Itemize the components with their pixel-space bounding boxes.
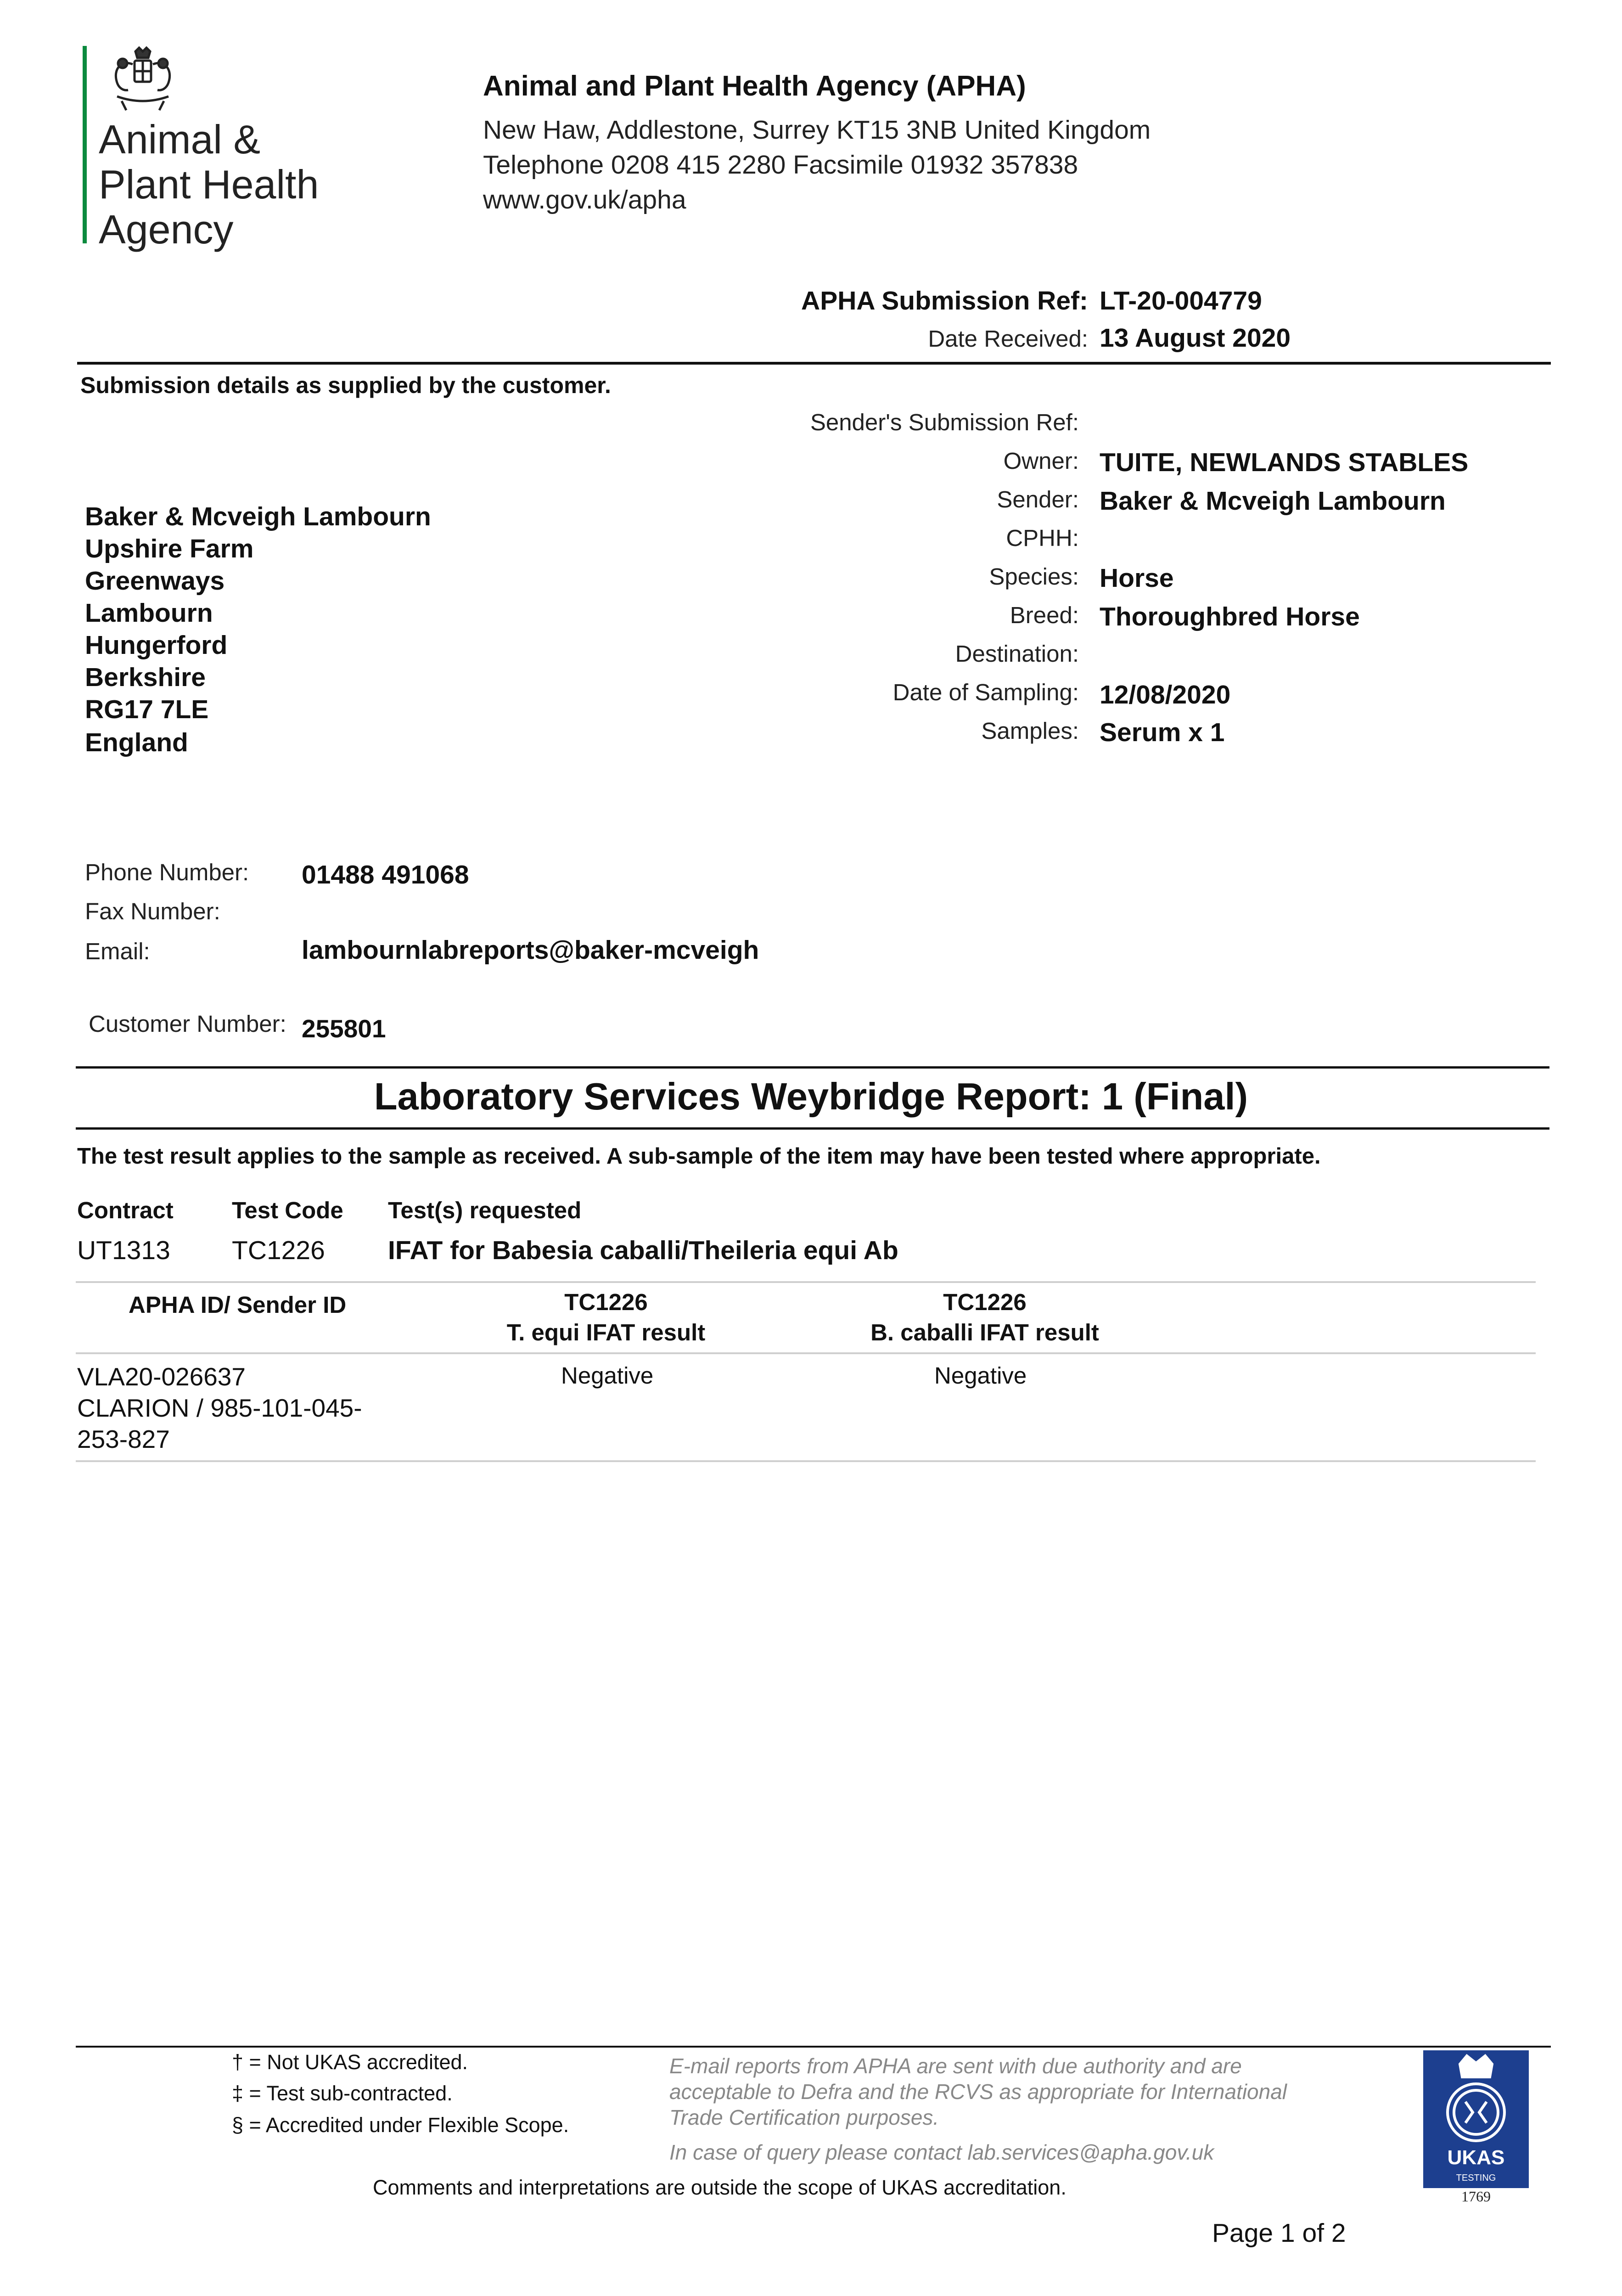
sender-id: 253-827: [77, 1425, 170, 1453]
report-top-rule: [76, 1066, 1549, 1069]
logo-line: Agency: [99, 207, 234, 252]
email-note-line: acceptable to Defra and the RCVS as appropriate for International: [669, 2080, 1287, 2104]
email-note-line: E-mail reports from APHA are sent with due authority and are: [669, 2054, 1242, 2078]
royal-coat-of-arms-icon: [99, 46, 186, 115]
field-label: CPHH:: [1006, 525, 1079, 551]
t-equi-result: Negative: [561, 1362, 654, 1389]
ukas-badge: [1423, 2050, 1529, 2206]
ukas-crown-icon: [1423, 2050, 1529, 2188]
legend-flexible-scope: § = Accredited under Flexible Scope.: [232, 2113, 569, 2137]
table-bottom-rule: [76, 1460, 1536, 1462]
date-received-label: Date Received:: [928, 326, 1088, 352]
email-label: Email:: [85, 938, 150, 964]
footer-rule: [76, 2046, 1551, 2048]
agency-phone-fax: Telephone 0208 415 2280 Facsimile 01932 357838: [483, 150, 1078, 180]
customer-number-value: 255801: [302, 1014, 386, 1043]
agency-address: New Haw, Addlestone, Surrey KT15 3NB United Kingdom: [483, 115, 1151, 145]
column-header-code: TC1226: [564, 1289, 648, 1315]
field-label: Breed:: [1010, 602, 1079, 628]
contract-value: UT1313: [77, 1236, 170, 1265]
report-disclaimer: The test result applies to the sample as received. A sub-sample of the item may have been tested where appropriate.: [77, 1144, 1321, 1169]
field-label: Samples:: [981, 718, 1079, 744]
field-label: Sender's Submission Ref:: [810, 409, 1079, 435]
legend-not-accredited: † = Not UKAS accredited.: [232, 2050, 468, 2074]
legend-sub-contracted: ‡ = Test sub-contracted.: [232, 2082, 453, 2105]
sender-id: CLARION / 985-101-045-: [77, 1394, 362, 1422]
ukas-label: UKAS: [1447, 2146, 1505, 2169]
sampling-date-value: 12/08/2020: [1100, 680, 1231, 709]
ukas-sub: TESTING: [1456, 2173, 1496, 2183]
header-divider: [77, 362, 1551, 365]
tests-requested-value: IFAT for Babesia caballi/Theileria equi Ab: [388, 1236, 898, 1265]
address-line: England: [85, 728, 188, 757]
address-line: Greenways: [85, 566, 225, 596]
report-title: Laboratory Services Weybridge Report: 1 (Final): [374, 1075, 1248, 1118]
tests-requested-header: Test(s) requested: [388, 1197, 582, 1223]
address-line: Berkshire: [85, 663, 206, 692]
table-top-rule: [76, 1281, 1536, 1283]
ukas-number: 1769: [1461, 2188, 1491, 2205]
submission-ref-label: APHA Submission Ref:: [801, 286, 1088, 315]
agency-name: Animal and Plant Health Agency (APHA): [483, 70, 1026, 102]
email-note-line: Trade Certification purposes.: [669, 2105, 939, 2129]
field-label: Species:: [989, 563, 1079, 590]
column-header-id: APHA ID/ Sender ID: [129, 1292, 347, 1318]
field-label: Owner:: [1003, 448, 1079, 474]
breed-value: Thoroughbred Horse: [1100, 602, 1360, 631]
logo-accent-bar: [83, 46, 87, 243]
species-value: Horse: [1100, 563, 1174, 593]
test-code-header: Test Code: [232, 1197, 343, 1223]
b-caballi-result: Negative: [934, 1362, 1027, 1389]
address-line: RG17 7LE: [85, 695, 209, 724]
phone-label: Phone Number:: [85, 859, 249, 885]
ukas-scope-note: Comments and interpretations are outside the scope of UKAS accreditation.: [373, 2176, 1066, 2199]
phone-value: 01488 491068: [302, 860, 469, 889]
owner-value: TUITE, NEWLANDS STABLES: [1100, 448, 1469, 477]
agency-website[interactable]: www.gov.uk/apha: [483, 185, 686, 214]
address-line: Upshire Farm: [85, 534, 254, 563]
page-number: Page 1 of 2: [1212, 2218, 1346, 2248]
column-header-t-equi: T. equi IFAT result: [506, 1319, 706, 1345]
table-header-rule: [76, 1352, 1536, 1354]
samples-value: Serum x 1: [1100, 718, 1225, 747]
apha-id: VLA20-026637: [77, 1362, 246, 1391]
customer-number-label: Customer Number:: [89, 1011, 286, 1037]
address-line: Lambourn: [85, 598, 213, 628]
submission-ref-value: LT-20-004779: [1100, 286, 1262, 315]
email-value[interactable]: lambournlabreports@baker-mcveigh: [302, 935, 759, 965]
address-line: Baker & Mcveigh Lambourn: [85, 502, 431, 531]
report-bottom-rule: [76, 1127, 1549, 1130]
logo-line: Plant Health: [99, 162, 319, 207]
address-line: Hungerford: [85, 630, 228, 660]
field-label: Destination:: [955, 641, 1079, 667]
fax-label: Fax Number:: [85, 898, 220, 924]
logo-wordmark: [99, 117, 319, 252]
field-label: Date of Sampling:: [892, 679, 1079, 705]
submission-heading: Submission details as supplied by the customer.: [80, 372, 611, 398]
test-code-value: TC1226: [232, 1236, 325, 1265]
contract-header: Contract: [77, 1197, 174, 1223]
sender-value: Baker & Mcveigh Lambourn: [1100, 486, 1446, 516]
logo-line: Animal &: [99, 117, 261, 162]
column-header-code: TC1226: [943, 1289, 1027, 1315]
field-label: Sender:: [997, 486, 1079, 512]
query-note: In case of query please contact lab.services@apha.gov.uk: [669, 2140, 1214, 2164]
column-header-b-caballi: B. caballi IFAT result: [870, 1319, 1099, 1345]
date-received-value: 13 August 2020: [1100, 323, 1291, 353]
